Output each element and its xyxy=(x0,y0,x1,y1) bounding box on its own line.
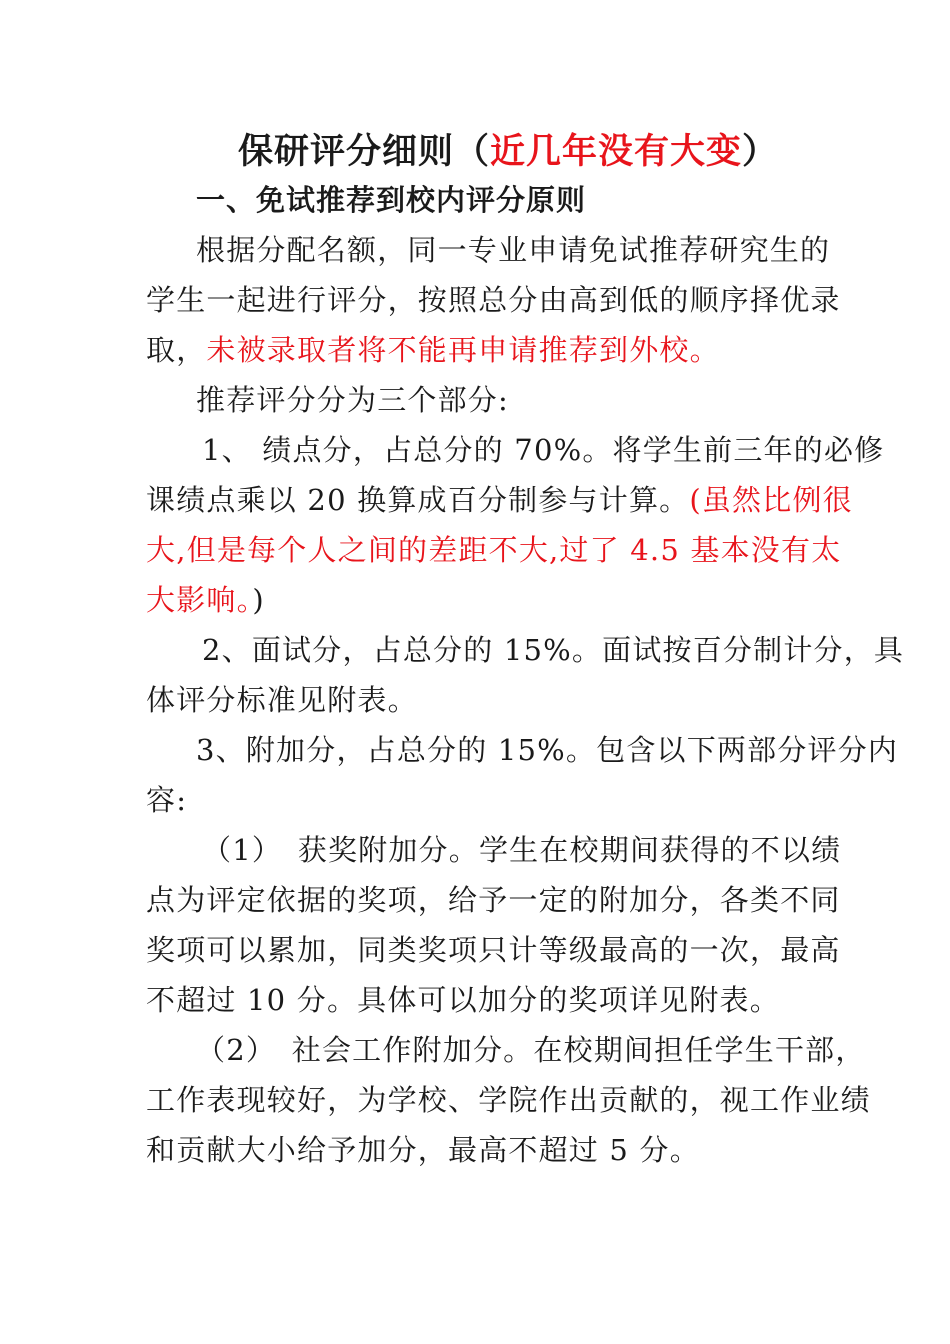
item-2-line: 2、面试分，占总分的 15%。面试按百分制计分，具 xyxy=(202,633,905,667)
paragraph-line: 根据分配名额，同一专业申请免试推荐研究生的 xyxy=(196,233,831,267)
sub-item-1-line: （1） 获奖附加分。学生在校期间获得的不以绩 xyxy=(202,833,842,867)
paragraph-line: 学生一起进行评分，按照总分由高到低的顺序择优录 xyxy=(146,283,841,317)
sub-item-1-line: 不超过 10 分。具体可以加分的奖项详见附表。 xyxy=(146,983,780,1017)
sub-item-2-line: 和贡献大小给予加分，最高不超过 5 分。 xyxy=(146,1133,700,1167)
paragraph-text: ) xyxy=(252,583,265,617)
sub-item-1-line: 点为评定依据的奖项，给予一定的附加分，各类不同 xyxy=(146,883,841,917)
item-2-line: 体评分标准见附表。 xyxy=(146,683,418,717)
sub-item-1-line: 奖项可以累加，同类奖项只计等级最高的一次，最高 xyxy=(146,933,841,967)
title-main: 保研评分细则（ xyxy=(238,132,491,172)
section-heading: 一、免试推荐到校内评分原则 xyxy=(196,183,587,217)
item-1-line xyxy=(146,480,853,520)
highlight-note: (虽然比例很 xyxy=(689,483,853,517)
item-3-line: 3、附加分，占总分的 15%。包含以下两部分评分内 xyxy=(196,733,899,767)
highlight-note: 未被录取者将不能再申请推荐到外校。 xyxy=(206,333,720,367)
title-close: ） xyxy=(742,132,779,172)
item-1-line: 1、 绩点分，占总分的 70%。将学生前三年的必修 xyxy=(202,433,885,467)
paragraph-line xyxy=(146,330,720,370)
item-1-line xyxy=(146,580,265,620)
sub-item-2-line: 工作表现较好，为学校、学院作出贡献的，视工作业绩 xyxy=(146,1083,871,1117)
paragraph-text: 取， xyxy=(146,333,207,367)
title-highlight: 近几年没有大变 xyxy=(490,132,743,172)
paragraph-text: 课绩点乘以 20 换算成百分制参与计算。 xyxy=(146,483,690,517)
highlight-note-line: 大,但是每个人之间的差距不大,过了 4.5 基本没有太 xyxy=(146,533,842,567)
sub-item-2-line: （2） 社会工作附加分。在校期间担任学生干部， xyxy=(196,1033,866,1067)
item-3-line: 容: xyxy=(146,783,188,817)
intro-line: 推荐评分分为三个部分: xyxy=(196,383,509,417)
page-title xyxy=(238,128,778,176)
highlight-note: 大影响。 xyxy=(146,583,253,617)
